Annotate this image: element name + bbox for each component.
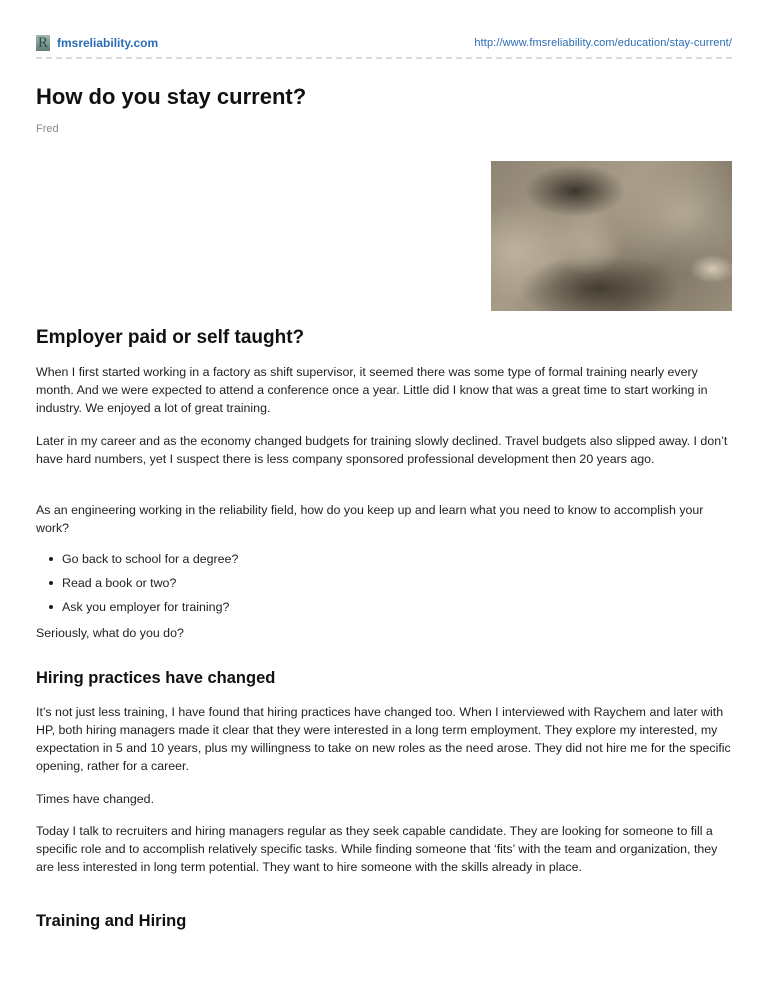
site-logo-icon: R [37,35,48,51]
article-author: Fred [36,123,59,135]
header-divider [36,57,732,59]
article-image [491,161,732,311]
paragraph: Later in my career and as the economy changed budgets for training slowly declined. Travel budgets also slipped away. I don’t have hard numbers, yet I suspect there is less company sponsored professional development then 20 years ago. [36,434,728,466]
paragraph: Today I talk to recruiters and hiring managers regular as they seek capable candidate. They are looking for someone to fill a specific role and to accomplish relatively specific tasks. While finding someone that ‘fits’ with the team and organization, they are less interested in long term potential. They want to hire someone with the skills already in place. [36,824,718,874]
list-item: Read a book or two? [62,574,238,598]
site-name-link[interactable]: fmsreliability.com [57,36,159,50]
section-heading: Training and Hiring [36,912,187,930]
article-title: How do you stay current? [36,84,307,109]
page-header [36,34,732,54]
page-url-link[interactable]: http://www.fmsreliability.com/education/stay-current/ [474,37,732,49]
paragraph: As an engineering working in the reliability field, how do you keep up and learn what you need to know to accomplish your work? [36,503,704,535]
section-heading: Hiring practices have changed [36,669,276,687]
bullet-list [36,550,238,622]
list-item: Ask you employer for training? [62,598,238,622]
paragraph: When I first started working in a factory as shift supervisor, it seemed there was some type of formal training nearly every month. And we were expected to attend a conference once a year. Little did I know that was a great time to start working in industry. We enjoyed a lot of great training. [36,365,708,415]
list-item: Go back to school for a degree? [62,550,238,574]
paragraph: It’s not just less training, I have found that hiring practices have changed too. When I interviewed with Raychem and later with HP, both hiring managers made it clear that they were interested in a long term employment. They explore my interested, my expectation in 5 and 10 years, plus my willingness to take on new roles as the need arose. They did not hire me for the specific opening, rather for a career. [36,705,731,773]
paragraph: Seriously, what do you do? [36,626,184,640]
section-heading: Employer paid or self taught? [36,327,305,348]
paragraph: Times have changed. [36,792,155,806]
